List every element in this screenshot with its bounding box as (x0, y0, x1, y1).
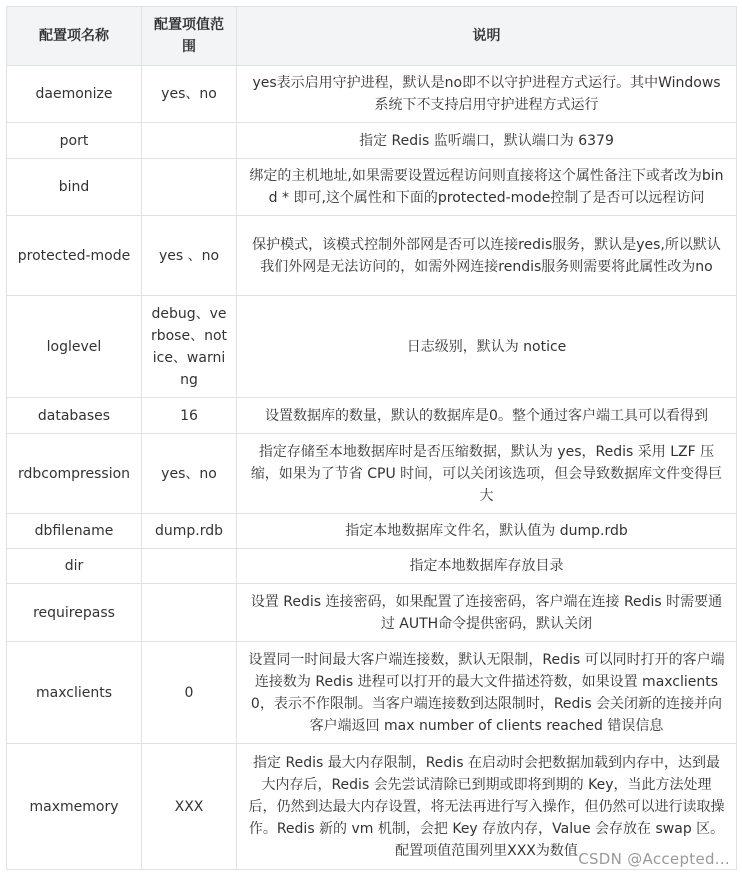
header-desc: 说明 (237, 7, 737, 66)
cell-range: XXX (142, 744, 237, 870)
cell-name: bind (7, 159, 142, 216)
cell-range: debug、verbose、notice、warning (142, 296, 237, 398)
table-row (7, 434, 737, 514)
cell-name: rdbcompression (7, 434, 142, 514)
cell-desc: 指定本地数据库存放目录 (237, 549, 737, 584)
cell-range (142, 159, 237, 216)
table-row (7, 584, 737, 642)
cell-desc: 指定 Redis 最大内存限制，Redis 在启动时会把数据加载到内存中，达到最大内存后，Redis 会先尝试清除已到期或即将到期的 Key，当此方法处理 后，仍然到达最大内存设置，将无法再进行写入操作，但仍然可以进行读取操作。Redis 新的 vm 机制，会把 Key 存放内存，Value 会存放在 swap 区。配置项值范围列里XXX为数值 (237, 744, 737, 870)
cell-name: dbfilename (7, 514, 142, 549)
cell-range: 0 (142, 642, 237, 744)
table-header-row (7, 7, 737, 66)
cell-name: port (7, 123, 142, 159)
table-row (7, 66, 737, 123)
cell-desc: 保护模式，该模式控制外部网是否可以连接redis服务，默认是yes,所以默认我们外网是无法访问的，如需外网连接rendis服务则需要将此属性改为no (237, 216, 737, 296)
table-row (7, 549, 737, 584)
cell-desc: 设置同一时间最大客户端连接数，默认无限制，Redis 可以同时打开的客户端连接数为 Redis 进程可以打开的最大文件描述符数，如果设置 maxclients 0，表示不作限制。当客户端连接数到达限制时，Redis 会关闭新的连接并向客户端返回 max number of clients reached 错误信息 (237, 642, 737, 744)
cell-range: 16 (142, 398, 237, 434)
table-row (7, 123, 737, 159)
cell-range: yes 、no (142, 216, 237, 296)
cell-desc: 指定 Redis 监听端口，默认端口为 6379 (237, 123, 737, 159)
cell-name: databases (7, 398, 142, 434)
table-row (7, 514, 737, 549)
config-table (6, 6, 737, 870)
cell-range: dump.rdb (142, 514, 237, 549)
cell-name: maxclients (7, 642, 142, 744)
cell-desc: 指定存储至本地数据库时是否压缩数据，默认为 yes，Redis 采用 LZF 压缩，如果为了节省 CPU 时间，可以关闭该选项，但会导致数据库文件变得巨大 (237, 434, 737, 514)
cell-desc: yes表示启用守护进程，默认是no即不以守护进程方式运行。其中Windows系统下不支持启用守护进程方式运行 (237, 66, 737, 123)
cell-desc: 绑定的主机地址,如果需要设置远程访问则直接将这个属性备注下或者改为bind * 即可,这个属性和下面的protected-mode控制了是否可以远程访问 (237, 159, 737, 216)
cell-range: yes、no (142, 434, 237, 514)
cell-range: yes、no (142, 66, 237, 123)
header-range: 配置项值范围 (142, 7, 237, 66)
cell-range (142, 123, 237, 159)
cell-range (142, 584, 237, 642)
cell-name: dir (7, 549, 142, 584)
table-row (7, 296, 737, 398)
table-row (7, 398, 737, 434)
cell-range (142, 549, 237, 584)
cell-name: daemonize (7, 66, 142, 123)
cell-desc: 日志级别，默认为 notice (237, 296, 737, 398)
table-row (7, 216, 737, 296)
table-row (7, 159, 737, 216)
watermark: CSDN @Accepted... (578, 850, 730, 868)
cell-name: requirepass (7, 584, 142, 642)
header-name: 配置项名称 (7, 7, 142, 66)
cell-desc: 设置数据库的数量，默认的数据库是0。整个通过客户端工具可以看得到 (237, 398, 737, 434)
cell-name: maxmemory (7, 744, 142, 870)
config-table-container (6, 6, 736, 870)
cell-desc: 指定本地数据库文件名，默认值为 dump.rdb (237, 514, 737, 549)
table-row (7, 642, 737, 744)
cell-name: loglevel (7, 296, 142, 398)
cell-desc: 设置 Redis 连接密码，如果配置了连接密码，客户端在连接 Redis 时需要通过 AUTH命令提供密码，默认关闭 (237, 584, 737, 642)
cell-name: protected-mode (7, 216, 142, 296)
